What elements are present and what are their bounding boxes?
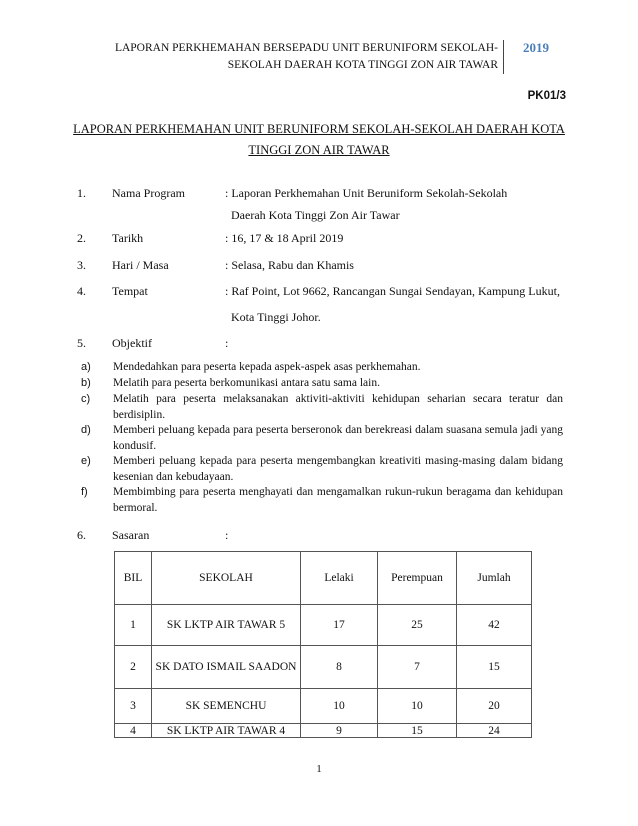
objective-text: Membimbing para peserta menghayati dan mengamalkan rukun-rukun beragama dan kehidupan bermoral. — [113, 486, 563, 514]
header-title-line2: SEKOLAH DAERAH KOTA TINGGI ZON AIR TAWAR — [227, 59, 498, 71]
item-number: 1. — [77, 186, 86, 200]
header-title — [115, 40, 498, 74]
report-title-line2: TINGGI ZON AIR TAWAR — [248, 143, 390, 157]
table-row — [115, 646, 532, 689]
page-number: 1 — [316, 763, 322, 775]
cell-bil: 1 — [115, 605, 152, 646]
objective-marker: c) — [81, 393, 91, 405]
cell-bil: 3 — [115, 689, 152, 724]
table-header-row — [115, 552, 532, 605]
cell-bil: 2 — [115, 646, 152, 689]
target-table — [114, 551, 532, 738]
item-value: : Selasa, Rabu dan Khamis — [225, 258, 354, 272]
table-row — [115, 689, 532, 724]
report-title — [70, 119, 568, 161]
cell-perempuan: 10 — [378, 689, 457, 724]
item-number: 4. — [77, 284, 86, 298]
cell-sekolah: SK SEMENCHU — [152, 689, 301, 724]
item-value: : Laporan Perkhemahan Unit Beruniform Sekolah-Sekolah — [225, 186, 508, 200]
cell-bil: 4 — [115, 724, 152, 738]
cell-sekolah: SK LKTP AIR TAWAR 4 — [152, 724, 301, 738]
cell-jumlah: 24 — [457, 724, 532, 738]
cell-perempuan: 7 — [378, 646, 457, 689]
item-value-continued: Daerah Kota Tinggi Zon Air Tawar — [231, 208, 400, 222]
cell-jumlah: 15 — [457, 646, 532, 689]
objective-text: Melatih para peserta berkomunikasi antara satu sama lain. — [113, 377, 380, 389]
cell-lelaki: 17 — [301, 605, 378, 646]
cell-jumlah: 42 — [457, 605, 532, 646]
cell-perempuan: 25 — [378, 605, 457, 646]
table-row — [115, 605, 532, 646]
item-value: : — [225, 528, 229, 542]
header-lelaki: Lelaki — [301, 552, 378, 605]
objective-text: Memberi peluang kepada para peserta mengembangkan kreativiti masing-masing dalam bidang kesenian dan kebudayaan. — [113, 455, 563, 483]
objective-text: Memberi peluang kepada para peserta berseronok dan berekreasi dalam suasana semula jadi yang kondusif. — [113, 424, 563, 452]
item-number: 5. — [77, 336, 86, 350]
page-header — [70, 40, 568, 76]
cell-lelaki: 8 — [301, 646, 378, 689]
header-perempuan: Perempuan — [378, 552, 457, 605]
item-label: Objektif — [112, 336, 152, 350]
header-bil: BIL — [115, 552, 152, 605]
objective-text: Melatih para peserta melaksanakan aktiviti-aktiviti kehidupan seharian secara teratur dan berdisiplin. — [113, 393, 563, 421]
objective-marker: b) — [81, 377, 91, 389]
item-label: Tempat — [112, 284, 148, 298]
item-label: Hari / Masa — [112, 258, 169, 272]
objective-marker: e) — [81, 455, 91, 467]
item-number: 3. — [77, 258, 86, 272]
header-jumlah: Jumlah — [457, 552, 532, 605]
header-title-line1: LAPORAN PERKHEMAHAN BERSEPADU UNIT BERUNIFORM SEKOLAH- — [114, 42, 498, 54]
cell-lelaki: 9 — [301, 724, 378, 738]
report-title-line1: LAPORAN PERKHEMAHAN UNIT BERUNIFORM SEKOLAH-SEKOLAH DAERAH KOTA — [73, 122, 565, 136]
cell-jumlah: 20 — [457, 689, 532, 724]
cell-sekolah: SK LKTP AIR TAWAR 5 — [152, 605, 301, 646]
item-value: : 16, 17 & 18 April 2019 — [225, 231, 344, 245]
item-value: : Raf Point, Lot 9662, Rancangan Sungai Sendayan, Kampung Lukut, — [225, 284, 560, 298]
item-label: Nama Program — [112, 186, 185, 200]
header-divider — [503, 40, 504, 74]
cell-sekolah: SK DATO ISMAIL SAADON — [152, 646, 301, 689]
cell-lelaki: 10 — [301, 689, 378, 724]
item-number: 6. — [77, 528, 86, 542]
objective-text: Mendedahkan para peserta kepada aspek-aspek asas perkhemahan. — [113, 361, 421, 373]
header-year: 2019 — [523, 40, 549, 55]
header-sekolah: SEKOLAH — [152, 552, 301, 605]
item-label: Tarikh — [112, 231, 144, 245]
objective-marker: a) — [81, 361, 91, 373]
objective-marker: d) — [81, 424, 91, 436]
item-value-continued: Kota Tinggi Johor. — [231, 310, 321, 324]
document-code: PK01/3 — [527, 90, 566, 102]
cell-perempuan: 15 — [378, 724, 457, 738]
objective-marker: f) — [81, 486, 88, 498]
item-label: Sasaran — [112, 528, 150, 542]
item-number: 2. — [77, 231, 86, 245]
table-row — [115, 724, 532, 738]
item-value: : — [225, 336, 229, 350]
